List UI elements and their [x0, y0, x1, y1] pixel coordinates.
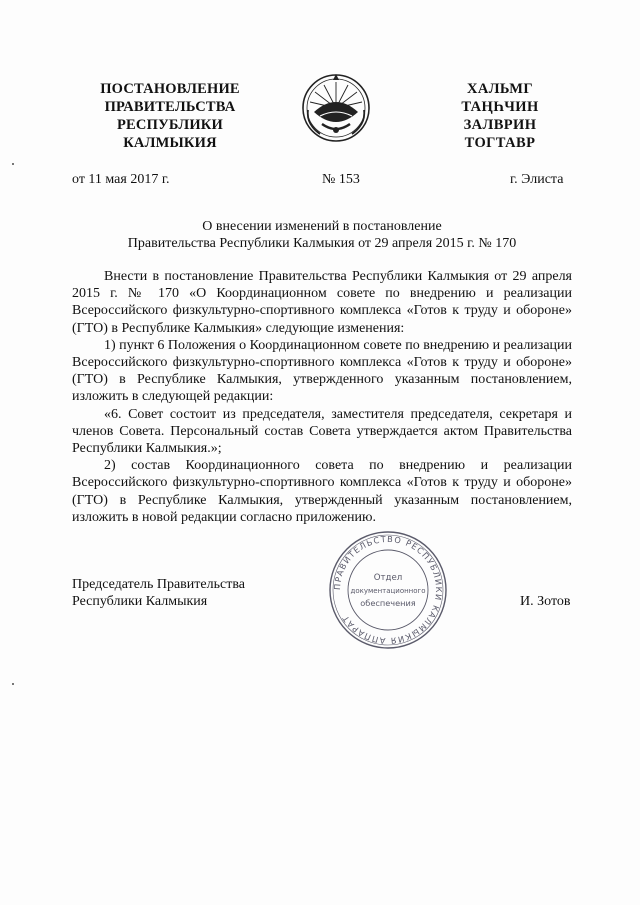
subject-line-2: Правительства Республики Калмыкия от 29 апреля 2015 г. № 170	[127, 236, 517, 251]
document-body	[72, 268, 572, 526]
signatory-title-line-1: Председатель Правительства	[72, 577, 245, 592]
header-right-line-4: ТОГТАВР	[464, 135, 536, 151]
scan-dot	[12, 163, 14, 165]
stamp-center-line-1: Отдел	[373, 573, 403, 583]
stamp-center-line-3: обеспечения	[360, 598, 416, 608]
header-right-line-3: ЗАЛВРИН	[463, 117, 537, 133]
document-subject	[72, 218, 572, 252]
document-city: г. Элиста	[510, 172, 564, 187]
body-paragraph-quote: «6. Совет состоит из председателя, заместителя председателя, секретаря и членов Совета. Персональный состав Совета утверждается актом Правительства Республики Калмыкия.»;	[72, 406, 572, 457]
header-right-line-2: ТАҢҺЧИН	[461, 99, 539, 115]
signatory-title	[72, 576, 245, 610]
subject-line-1: О внесении изменений в постановление	[202, 219, 442, 234]
header-left-line-4: КАЛМЫКИЯ	[123, 135, 217, 151]
stamp-ring-textpath: ПРАВИТЕЛЬСТВО РЕСПУБЛИКИ КАЛМЫКИЯ АППАРАТ	[331, 533, 445, 647]
scan-dot	[12, 683, 14, 685]
signatory-name: И. Зотов	[520, 594, 571, 609]
body-paragraph-intro: Внести в постановление Правительства Республики Калмыкия от 29 апреля 2015 г. № 170 «О Координационном совете по внедрению и реализации Всероссийского физкультурно-спортивного комплекса «Готов к труду и обороне» (ГТО) в Республике Калмыкия» следующие изменения:	[72, 269, 572, 336]
header-left-line-2: ПРАВИТЕЛЬСТВА	[104, 99, 236, 115]
stamp-center-line-2: документационного	[350, 587, 426, 595]
body-paragraph-item-2: 2) состав Координационного совета по внедрению и реализации Всероссийского физкультурно-спортивного комплекса «Готов к труду и обороне» (ГТО) в Республике Калмыкия, утвержденный указанным постановлением, изложить в новой редакции согласно приложению.	[72, 458, 572, 525]
document-number: № 153	[322, 172, 360, 187]
header-title-kalmyk	[430, 80, 570, 152]
body-paragraph-item-1: 1) пункт 6 Положения о Координационном совете по внедрению и реализации Всероссийского физкультурно-спортивного комплекса «Готов к труду и обороне» (ГТО) в Республике Калмыкия, утвержденного указанным постановлением, изложить в следующей редакции:	[72, 337, 573, 405]
header-title-russian	[70, 80, 270, 152]
kalmykia-coat-of-arms-icon	[300, 72, 372, 144]
header-left-line-1: ПОСТАНОВЛЕНИЕ	[100, 81, 240, 97]
official-stamp	[326, 528, 450, 652]
header-right-line-1: ХАЛЬМГ	[466, 81, 534, 97]
document-date: от 11 мая 2017 г.	[72, 172, 170, 187]
signatory-title-line-2: Республики Калмыкия	[72, 594, 208, 609]
header-left-line-3: РЕСПУБЛИКИ	[116, 117, 224, 133]
